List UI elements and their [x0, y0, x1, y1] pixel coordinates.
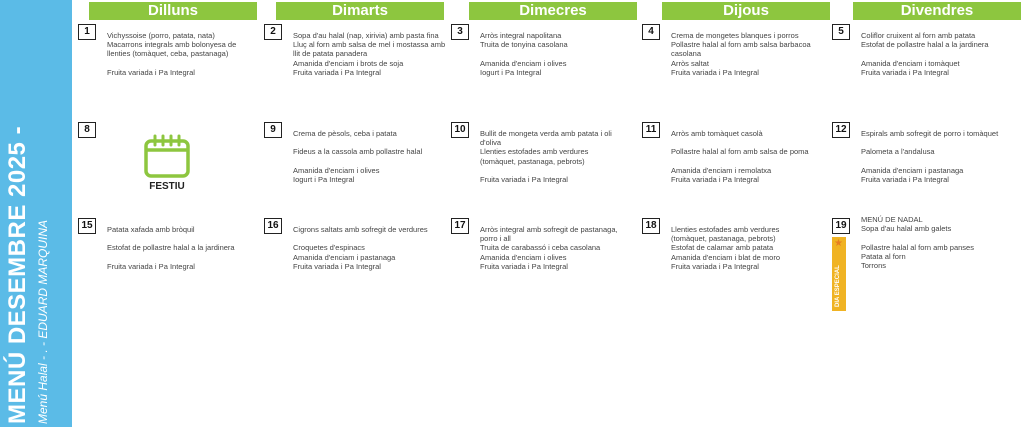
menu-day-cell: [832, 215, 1017, 313]
menu-item: Truita de carabassó i ceba casolana: [480, 243, 601, 253]
menu-item: Fruita variada i Pa Integral: [861, 67, 949, 77]
menu-item: Fruita variada i Pa Integral: [480, 175, 568, 184]
menu-item: Amanida d'enciam i olives: [293, 165, 380, 175]
menu-item: Amanida d'enciam i brots de soja: [293, 58, 404, 68]
menu-item: Bullit de mongeta verda amb patata i oli: [480, 129, 612, 138]
menu-item: d'oliva: [480, 138, 502, 148]
menu-day-cell: [642, 24, 827, 119]
menu-item: porro i all: [480, 234, 511, 244]
day-header: Dijous: [662, 2, 830, 20]
menu-item: Amanida d'enciam i olives: [480, 252, 567, 262]
menu-item: MENÚ DE NADAL: [861, 215, 923, 224]
menu-item: [293, 138, 451, 147]
menu-item: Arròs integral napolitana: [480, 31, 562, 40]
menu-items: [107, 225, 265, 271]
menu-item: Lluç al forn amb salsa de mel i mostassa amb: [293, 40, 446, 50]
menu-item: llenties (tomàquet, ceba, pastanaga): [107, 49, 229, 59]
menu-item: [671, 157, 829, 166]
day-number: 12: [832, 122, 850, 138]
sidebar: [0, 0, 72, 427]
menu-item: [671, 138, 829, 147]
menu-items: [671, 31, 829, 77]
menu-item: Fruita variada i Pa Integral: [107, 67, 195, 77]
menu-item: Torrons: [861, 261, 887, 270]
day-number: 1: [78, 24, 96, 40]
day-header: Dimecres: [469, 2, 637, 20]
menu-item: Cigrons saltats amb sofregit de verdures: [293, 225, 428, 234]
day-number: 11: [642, 122, 660, 138]
menu-day-cell: [264, 122, 449, 217]
menu-item: Espirals amb sofregit de porro i tomàquet: [861, 129, 999, 138]
menu-item: Fideus a la cassola amb pollastre halal: [293, 147, 423, 157]
menu-item: Fruita variada i Pa Integral: [107, 261, 195, 271]
menu-item: Patata xafada amb bròquil: [107, 225, 195, 234]
menu-title: MENÚ DESEMBRE 2025 -: [4, 125, 31, 424]
menu-item: casolana: [671, 49, 702, 59]
day-number: 17: [451, 218, 469, 234]
menu-day-cell: [832, 122, 1017, 217]
menu-item: Estofat de calamar amb patata: [671, 243, 774, 253]
menu-item: Fruita variada i Pa Integral: [861, 174, 949, 184]
menu-item: Crema de mongetes blanques i porros: [671, 31, 799, 40]
menu-item: [293, 234, 451, 243]
menu-item: [861, 49, 1019, 58]
menu-item: (tomàquet, pastanaga, pebrots): [480, 156, 585, 166]
menu-day-cell: [642, 122, 827, 217]
menu-item: [107, 253, 265, 262]
day-number: 16: [264, 218, 282, 234]
menu-item: Amanida d'enciam i pastanaga: [861, 165, 964, 175]
menu-items: [293, 129, 451, 184]
day-number: 2: [264, 24, 282, 40]
menu-item: Amanida d'enciam i olives: [480, 58, 567, 68]
menu-item: Fruita variada i Pa Integral: [671, 67, 759, 77]
menu-item: [480, 49, 638, 58]
menu-items: [861, 129, 1019, 184]
menu-day-cell: [78, 24, 263, 119]
day-number: 15: [78, 218, 96, 234]
menu-items: [293, 31, 451, 77]
menu-item: [293, 157, 451, 166]
menu-item: [861, 233, 1019, 242]
menu-item: Arròs integral amb sofregit de pastanaga,: [480, 225, 618, 234]
menu-day-cell: [451, 218, 636, 313]
day-number: 10: [451, 122, 469, 138]
menu-day-cell: [78, 122, 263, 217]
menu-item: Vichyssoise (porro, patata, nata): [107, 31, 215, 40]
menu-item: [480, 166, 638, 175]
menu-item: Amanida d'enciam i blat de moro: [671, 252, 780, 262]
menu-item: Sopa d'au halal (nap, xirivia) amb pasta fina: [293, 31, 439, 40]
menu-item: Truita de tonyina casolana: [480, 40, 568, 50]
menu-item: Palometa a l'andalusa: [861, 147, 935, 157]
menu-items: [480, 129, 638, 184]
menu-items: [861, 31, 1019, 77]
menu-items: [480, 225, 638, 271]
menu-item: [107, 59, 265, 68]
menu-items: [107, 31, 265, 77]
menu-day-cell: [832, 24, 1017, 119]
menu-item: Crema de pèsols, ceba i patata: [293, 129, 397, 138]
menu-items: [671, 225, 829, 271]
menu-item: Llenties estofades amb verdures: [480, 147, 589, 157]
festiu-block: [138, 133, 196, 192]
menu-item: [861, 157, 1019, 166]
menu-item: Amanida d'enciam i pastanaga: [293, 252, 396, 262]
day-header: Divendres: [853, 2, 1021, 20]
menu-item: Iogurt i Pa Integral: [293, 174, 355, 184]
day-number: 9: [264, 122, 282, 138]
day-header: Dimarts: [276, 2, 444, 20]
menu-item: Macarrons integrals amb bolonyesa de: [107, 40, 237, 50]
day-number: 4: [642, 24, 660, 40]
menu-item: Arròs saltat: [671, 58, 709, 68]
menu-item: [107, 234, 265, 243]
menu-item: Fruita variada i Pa Integral: [293, 67, 381, 77]
special-day-badge: [832, 237, 846, 311]
menu-item: Sopa d'au halal amb galets: [861, 224, 952, 234]
day-number: 8: [78, 122, 96, 138]
festiu-label: FESTIU: [149, 181, 185, 192]
menu-item: Estofat de pollastre halal a la jardinera: [861, 40, 989, 50]
menu-item: Pollastre halal al forn amb salsa de poma: [671, 147, 809, 157]
menu-items: [480, 31, 638, 77]
menu-item: Fruita variada i Pa Integral: [671, 174, 759, 184]
day-number: 18: [642, 218, 660, 234]
menu-item: Llenties estofades amb verdures: [671, 225, 780, 234]
menu-item: Patata al forn: [861, 251, 906, 261]
menu-item: Iogurt i Pa Integral: [480, 67, 542, 77]
menu-day-cell: [264, 24, 449, 119]
menu-item: Amanida d'enciam i remolatxa: [671, 165, 772, 175]
day-number: 3: [451, 24, 469, 40]
menu-item: [861, 138, 1019, 147]
menu-item: Pollastre halal al forn amb salsa barbacoa: [671, 40, 811, 50]
calendar-icon: [143, 133, 191, 179]
menu-day-cell: [451, 122, 636, 217]
menu-item: Croquetes d'espinacs: [293, 243, 365, 253]
menu-item: Estofat de pollastre halal a la jardinera: [107, 243, 235, 253]
menu-item: Fruita variada i Pa Integral: [293, 261, 381, 271]
menu-items: [861, 215, 1019, 270]
menu-item: Coliflor cruixent al forn amb patata: [861, 31, 976, 40]
menu-day-cell: [642, 218, 827, 313]
day-header: Dilluns: [89, 2, 257, 20]
menu-item: Arròs amb tomàquet casolà: [671, 129, 763, 138]
menu-item: Fruita variada i Pa Integral: [671, 261, 759, 271]
menu-item: Amanida d'enciam i tomàquet: [861, 58, 960, 68]
menu-item: Fruita variada i Pa Integral: [480, 261, 568, 271]
menu-items: [671, 129, 829, 184]
menu-day-cell: [264, 218, 449, 313]
menu-items: [293, 225, 451, 271]
special-day-label: DIA ESPECIAL: [835, 265, 841, 307]
day-number: 19: [832, 218, 850, 234]
menu-item: Pollastre halal al forn amb panses: [861, 242, 974, 252]
menu-item: (tomàquet, pastanaga, pebrots): [671, 234, 776, 244]
menu-item: llit de patata panadera: [293, 49, 368, 59]
menu-day-cell: [78, 218, 263, 313]
menu-subtitle: Menú Halal - . - EDUARD MARQUINA: [36, 219, 50, 424]
star-icon: ★: [834, 238, 843, 249]
day-number: 5: [832, 24, 850, 40]
menu-day-cell: [451, 24, 636, 119]
